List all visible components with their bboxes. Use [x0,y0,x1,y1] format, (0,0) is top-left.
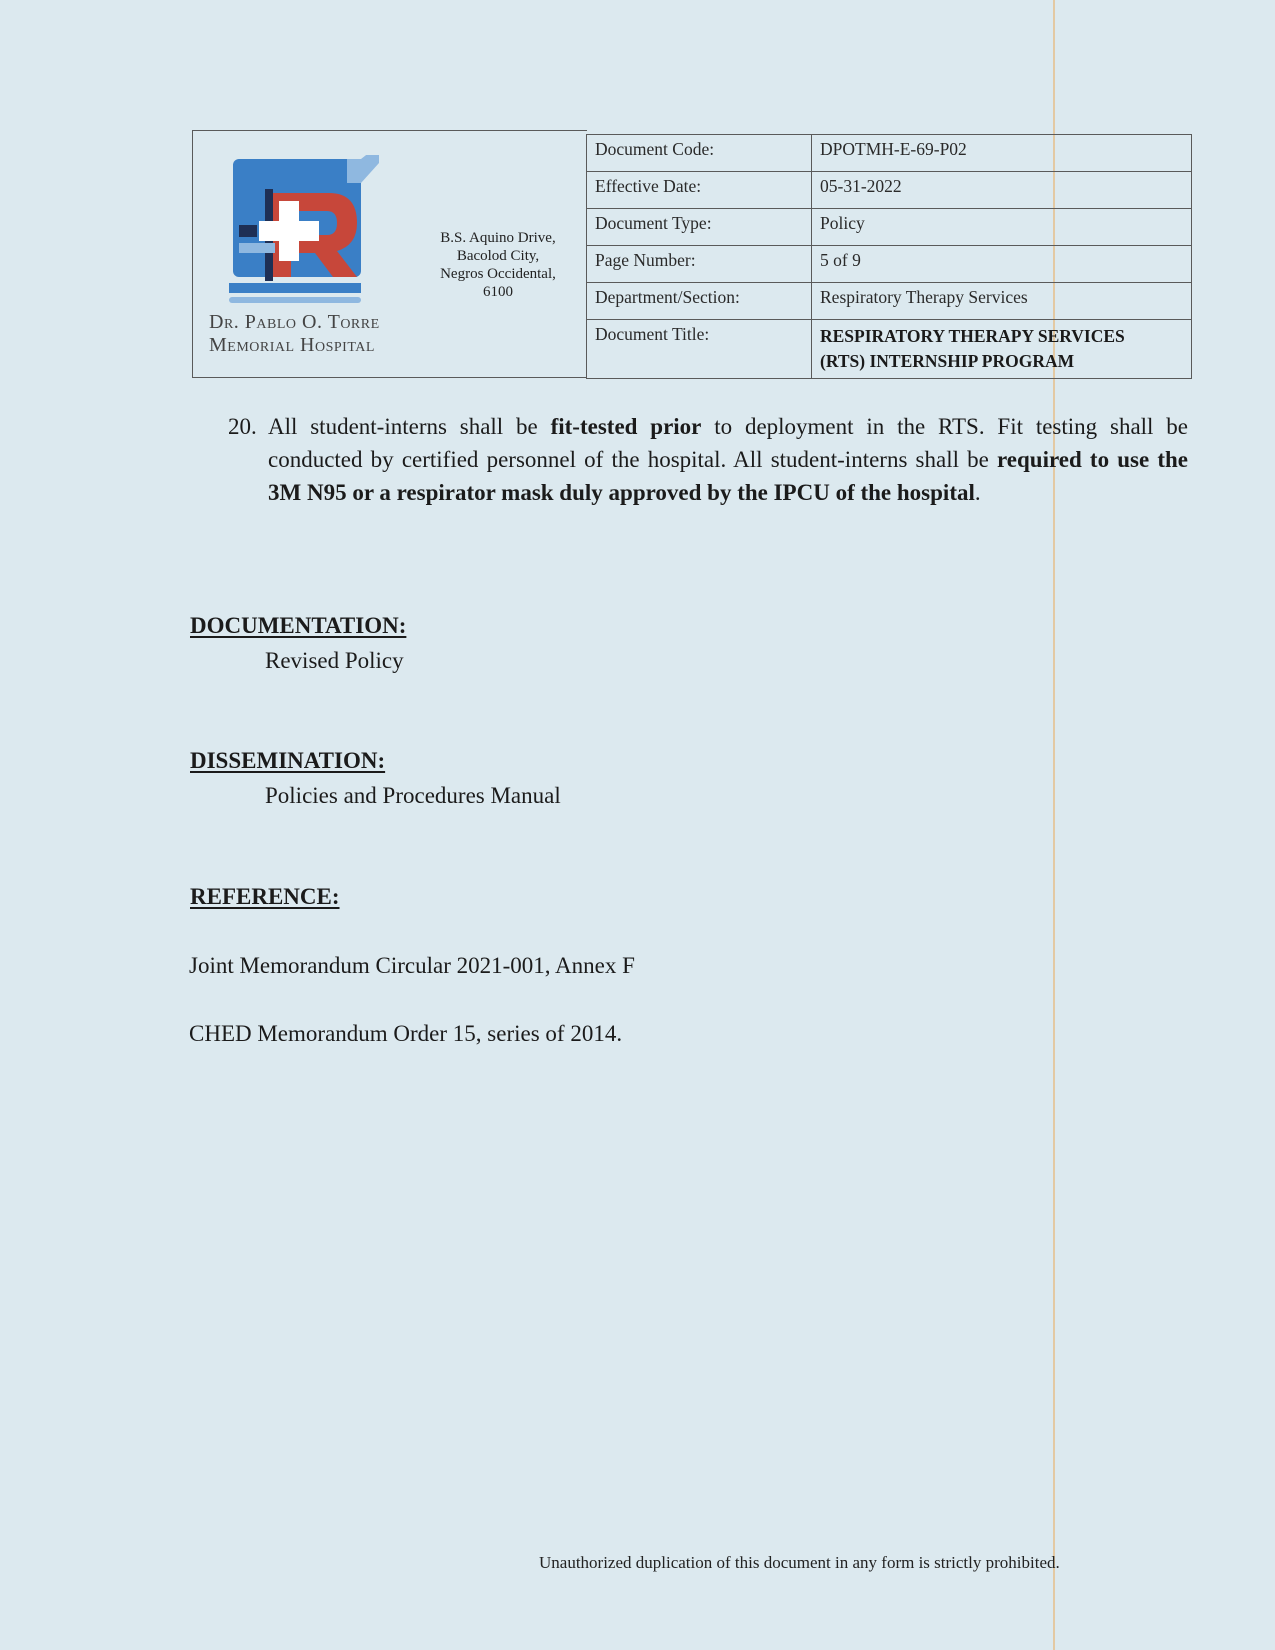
address-line4: 6100 [483,284,513,300]
item-text-part: to deployment in the RTS. Fit testing shall be conducted by certified personnel of the hospital. All student-interns shall be [268,414,1188,472]
meta-value: DPOTMH-E-69-P02 [812,135,1192,172]
item-text-part: All student-interns shall be [268,414,551,439]
meta-label: Department/Section: [587,283,812,320]
hospital-name-line1: Dr. Pablo O. Torre [209,311,380,333]
title-line1: RESPIRATORY THERAPY SERVICES [820,326,1125,346]
address-line2: Bacolod City, [456,248,540,264]
meta-value: Policy [812,209,1192,246]
meta-value: 5 of 9 [812,246,1192,283]
document-meta-table [586,134,1192,379]
meta-row-type [587,209,1192,246]
meta-label: Document Title: [587,320,812,379]
address-line1: B.S. Aquino Drive, [440,230,556,246]
reference-heading: REFERENCE: [190,884,340,909]
documentation-heading: DOCUMENTATION: [190,613,407,638]
item-text [228,410,1188,509]
document-header [192,130,1192,380]
reference-item: Joint Memorandum Circular 2021-001, Annex F [189,953,635,978]
meta-row-effective-date [587,172,1192,209]
item-text-part: . [974,480,981,505]
dissemination-heading: DISSEMINATION: [190,748,386,773]
meta-label: Document Code: [587,135,812,172]
footer-notice: Unauthorized duplication of this document in any form is strictly prohibited. [539,1553,1060,1572]
meta-row-title [587,320,1192,379]
meta-label: Document Type: [587,209,812,246]
hospital-name [209,311,380,357]
title-line2: (RTS) INTERNSHIP PROGRAM [820,351,1075,371]
meta-value: 05-31-2022 [812,172,1192,209]
reference-item: CHED Memorandum Order 15, series of 2014. [189,1021,623,1046]
hospital-logo-icon [229,155,379,307]
meta-row-code [587,135,1192,172]
item-number: 20. [228,414,257,439]
meta-row-page-number [587,246,1192,283]
documentation-body: Revised Policy [265,648,404,673]
meta-value-title [812,320,1192,379]
item-bold-part: required to use the 3M N95 or a respirator mask duly approved by the IPCU of the hospital [268,447,1188,505]
address-line3: Negros Occidental, [440,266,556,282]
logo-cell [192,130,587,378]
meta-row-department [587,283,1192,320]
meta-value: Respiratory Therapy Services [812,283,1192,320]
meta-label: Page Number: [587,246,812,283]
item-bold-part: fit-tested prior [550,414,702,439]
hospital-address [413,229,583,301]
hospital-name-line2: Memorial Hospital [209,334,375,356]
dissemination-body: Policies and Procedures Manual [265,783,561,808]
policy-item-20 [228,410,1188,509]
meta-label: Effective Date: [587,172,812,209]
